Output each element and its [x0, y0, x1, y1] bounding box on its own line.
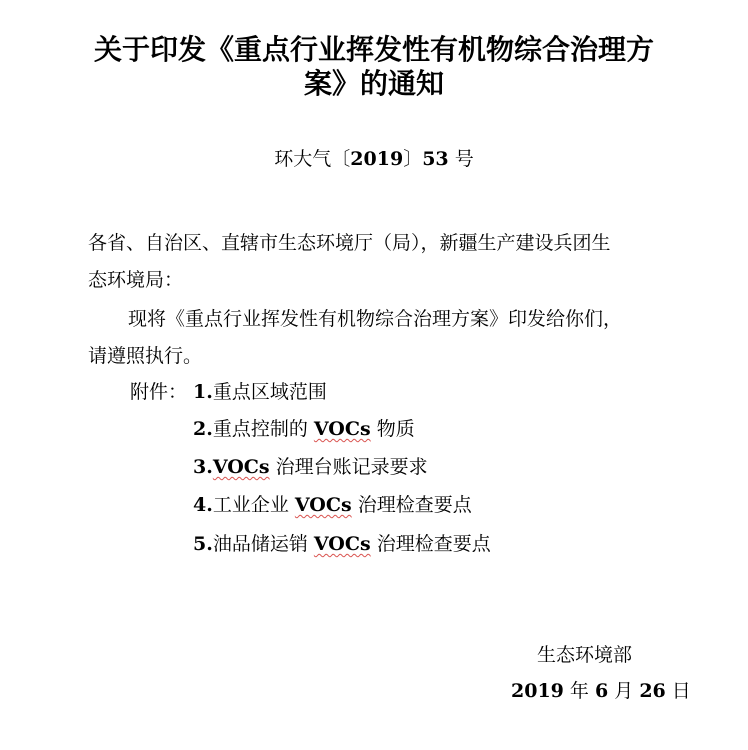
- attachment-text-after: 治理台账记录要求: [269, 456, 428, 478]
- attachment-item-1: [193, 378, 327, 406]
- body-paragraph-line-1: 现将《重点行业挥发性有机物综合治理方案》印发给你们，: [128, 308, 623, 330]
- doc-number-num: 53: [422, 148, 449, 170]
- date-year: 2019: [511, 680, 564, 702]
- attachment-text-before: 工业企业: [212, 494, 295, 516]
- attachment-item-5: [193, 530, 491, 558]
- attachment-text-after: 治理检查要点: [351, 494, 472, 516]
- attachment-text-before: 重点控制的: [212, 418, 314, 440]
- attachment-vocs-term: VOCs: [313, 533, 371, 555]
- body-paragraph-line-2: 请遵照执行。: [88, 345, 203, 367]
- attachment-text-after: 物质: [370, 418, 415, 440]
- document-title-line-2: 案》的通知: [303, 67, 444, 100]
- signing-date: [511, 677, 691, 705]
- document-number: [0, 145, 748, 173]
- attachment-item-3: [193, 453, 428, 481]
- attachment-text-before: 重点区域范围: [212, 381, 327, 403]
- date-month: 6: [594, 680, 609, 702]
- attachment-item-2: [193, 415, 415, 443]
- date-day: 26: [639, 680, 666, 702]
- attachment-number: 1.: [193, 381, 213, 403]
- doc-number-prefix: 环大气〔: [274, 148, 351, 170]
- attachments-label: 附件：: [130, 381, 188, 403]
- date-day-suffix: 日: [665, 680, 691, 702]
- attachment-text-before: 油品储运销: [212, 533, 314, 555]
- attachment-number: 4.: [193, 494, 213, 516]
- recipients-line-2: 态环境局：: [88, 269, 184, 291]
- document-title-line-1: 关于印发《重点行业挥发性有机物综合治理方: [93, 33, 654, 66]
- doc-number-suffix: 号: [448, 148, 474, 170]
- signing-organization: 生态环境部: [537, 644, 633, 666]
- attachment-vocs-term: VOCs: [294, 494, 352, 516]
- attachment-number: 2.: [193, 418, 213, 440]
- date-month-suffix: 月: [608, 680, 640, 702]
- attachment-text-after: 治理检查要点: [370, 533, 491, 555]
- attachment-vocs-term: VOCs: [313, 418, 371, 440]
- doc-number-mid: 〕: [403, 148, 423, 170]
- attachment-item-4: [193, 491, 472, 519]
- recipients-line-1: 各省、自治区、直辖市生态环境厅（局），新疆生产建设兵团生: [88, 232, 611, 254]
- attachment-number: 5.: [193, 533, 213, 555]
- doc-number-year: 2019: [350, 148, 404, 170]
- date-year-suffix: 年: [563, 680, 595, 702]
- attachment-vocs-term: VOCs: [212, 456, 270, 478]
- attachment-number: 3.: [193, 456, 213, 478]
